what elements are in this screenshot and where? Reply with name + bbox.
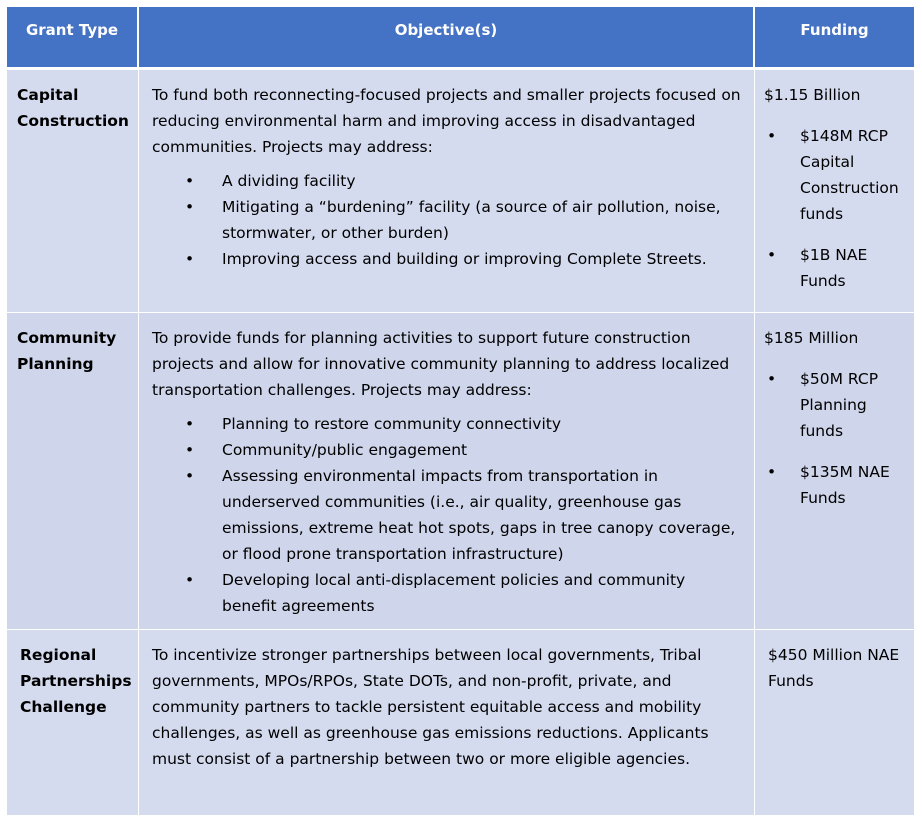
objective-intro: To incentivize stronger partnerships between local governments, Tribal governments, MPOs/RPOs, State DOTs, and non-profit, private, and community partners to tackle persistent equitable access and mobility challenges, as well as greenhouse gas emissions reductions. Applicants must consist of a partnership between two or more eligible agencies.	[152, 646, 709, 768]
header-objectives: Objective(s)	[139, 7, 755, 67]
objective-bullet: • Assessing environmental impacts from transportation in underserved communities (i.e., air quality, greenhouse gas emissions, extreme heat hot spots, gaps in tree canopy coverage, or flood prone transportation infrastructure)	[152, 463, 744, 567]
funding-cell	[755, 313, 914, 630]
grant-type-line: Community	[17, 329, 117, 347]
table-row	[7, 70, 914, 313]
funding-total: $1.15 Billion	[764, 86, 861, 104]
table-header	[7, 7, 914, 70]
objective-cell	[139, 70, 755, 313]
funding-bullet: • $1B NAE Funds	[764, 242, 908, 294]
objective-list	[152, 411, 744, 619]
funding-total: $185 Million	[764, 329, 859, 347]
table-row	[7, 630, 914, 816]
funding-total: $450 Million NAE Funds	[768, 646, 900, 690]
grant-type-line: Planning	[17, 355, 94, 373]
grant-type-line: Construction	[17, 112, 129, 130]
objective-intro: To provide funds for planning activities to support future construction projects and allow for innovative community planning to address localized transportation challenges. Projects may address:	[152, 329, 730, 399]
grant-type-line: Regional	[20, 646, 97, 664]
funding-list	[764, 366, 908, 511]
header-funding: Funding	[800, 21, 869, 39]
funding-cell	[755, 630, 914, 816]
grant-type-cell	[7, 630, 139, 816]
objective-bullet: • A dividing facility	[152, 168, 744, 194]
objective-bullet: • Improving access and building or improving Complete Streets.	[152, 246, 744, 272]
objective-cell	[139, 313, 755, 630]
header-grant-type: Grant Type	[7, 7, 139, 67]
objective-bullet: • Developing local anti-displacement policies and community benefit agreements	[152, 567, 744, 619]
funding-bullet: • $135M NAE Funds	[764, 459, 908, 511]
objective-list	[152, 168, 744, 272]
funding-bullet: • $50M RCP Planning funds	[764, 366, 908, 444]
objective-bullet: • Planning to restore community connectivity	[152, 411, 744, 437]
grant-type-line: Partnerships	[20, 672, 132, 690]
funding-bullet: • $148M RCP Capital Construction funds	[764, 123, 908, 227]
grant-type-line: Capital	[17, 86, 79, 104]
grant-type-cell	[7, 313, 139, 630]
table-row	[7, 313, 914, 630]
objective-cell	[139, 630, 755, 816]
grant-type-line: Challenge	[20, 698, 107, 716]
funding-cell	[755, 70, 914, 313]
grant-type-cell	[7, 70, 139, 313]
objective-intro: To fund both reconnecting-focused projects and smaller projects focused on reducing environmental harm and improving access in disadvantaged communities. Projects may address:	[152, 86, 741, 156]
grant-table	[7, 7, 914, 816]
objective-bullet: • Community/public engagement	[152, 437, 744, 463]
objective-bullet: • Mitigating a “burdening” facility (a source of air pollution, noise, stormwater, or other burden)	[152, 194, 744, 246]
funding-list	[764, 123, 908, 294]
